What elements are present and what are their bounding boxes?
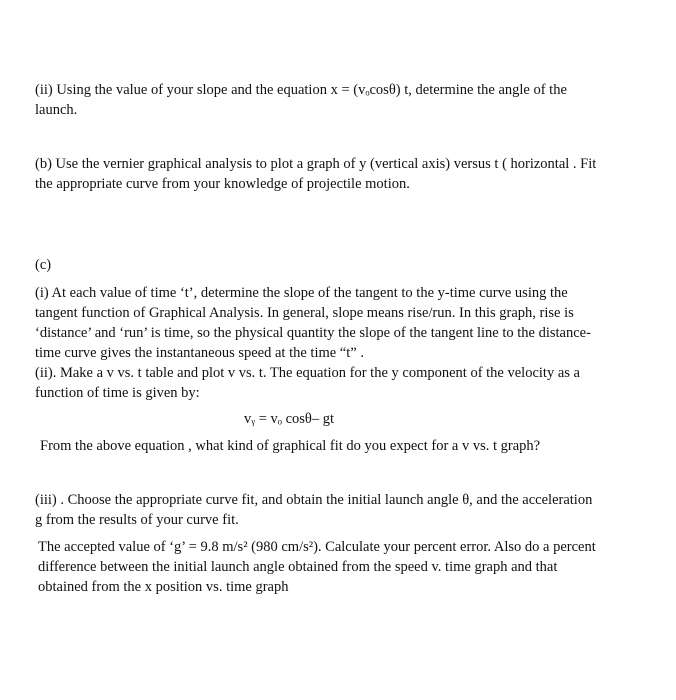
text-line: ‘distance’ and ‘run’ is time, so the physical quantity the slope of the tangent line to the distance- <box>35 325 591 341</box>
part-c-iii-paragraph <box>35 490 635 530</box>
text-line: difference between the initial launch angle obtained from the speed v. time graph and that <box>38 559 558 575</box>
heading-text: (c) <box>35 257 52 273</box>
text-line: (ii). Make a v vs. t table and plot v vs. t. The equation for the y component of the velocity as a <box>35 365 580 381</box>
text-line: (b) Use the vernier graphical analysis to plot a graph of y (vertical axis) versus t ( horizontal . Fit <box>35 156 597 172</box>
text-line: (i) At each value of time ‘t’, determine the slope of the tangent to the y-time curve using the <box>35 285 568 301</box>
velocity-equation: vᵧ = vₒ cosθ– gt <box>244 411 335 427</box>
text-line: time curve gives the instantaneous speed at the time “t” . <box>35 345 364 361</box>
text-line: (iii) . Choose the appropriate curve fit, and obtain the initial launch angle θ, and the acceleration <box>35 492 593 508</box>
text-line: The accepted value of ‘g’ = 9.8 m/s² (980 cm/s²). Calculate your percent error. Also do a percent <box>38 539 596 555</box>
text-line: tangent function of Graphical Analysis. In general, slope means rise/run. In this graph, rise is <box>35 305 574 321</box>
part-a-ii-paragraph <box>35 80 635 120</box>
text-line: launch. <box>35 102 78 118</box>
part-c-i-paragraph <box>35 283 635 363</box>
text-line: (ii) Using the value of your slope and the equation x = (vₒcosθ) t, determine the angle of the <box>35 82 567 98</box>
text-line: g from the results of your curve fit. <box>35 512 239 528</box>
accepted-value-paragraph <box>38 537 638 597</box>
part-c-heading <box>35 255 635 275</box>
part-b-paragraph <box>35 154 635 194</box>
text-line: obtained from the x position vs. time graph <box>38 579 289 595</box>
part-c-ii-paragraph <box>35 363 635 403</box>
text-line: function of time is given by: <box>35 385 200 401</box>
text-line: the appropriate curve from your knowledge of projectile motion. <box>35 176 410 192</box>
graph-fit-question: From the above equation , what kind of graphical fit do you expect for a v vs. t graph? <box>40 438 541 454</box>
